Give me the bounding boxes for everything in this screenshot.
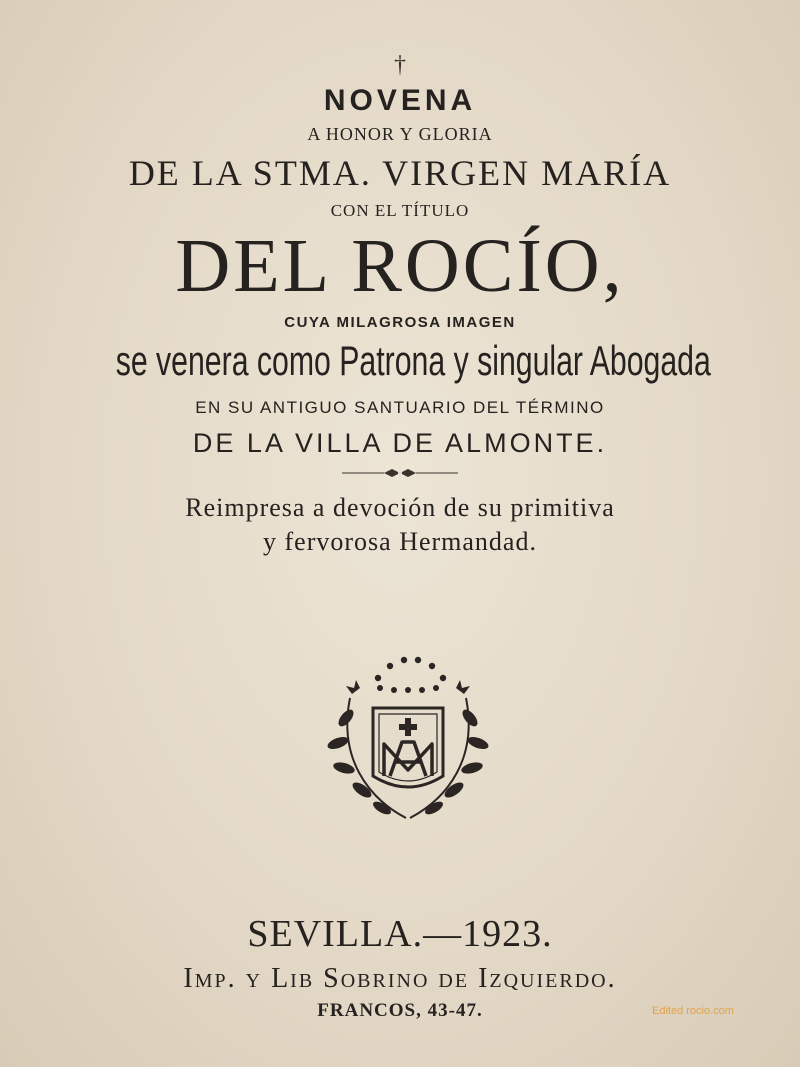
subtitle-venera-container bbox=[0, 334, 800, 389]
subtitle-venera: se venera como Patrona y singular Abogada bbox=[115, 337, 711, 384]
printer-address: FRANCOS, 43-47. bbox=[317, 1000, 483, 1021]
ornamental-divider-icon bbox=[340, 466, 460, 480]
subtitle-santuario: EN SU ANTIGUO SANTUARIO DEL TÉRMINO bbox=[195, 398, 605, 417]
place-date: SEVILLA.—1923. bbox=[247, 913, 553, 955]
text-fervorosa: y fervorosa Hermandad. bbox=[263, 527, 537, 556]
title-virgen-maria: DE LA STMA. VIRGEN MARÍA bbox=[128, 153, 672, 193]
printer-name: Imp. y Lib Sobrino de Izquierdo. bbox=[183, 963, 617, 994]
cross-icon: † bbox=[394, 52, 406, 78]
title-del-rocio: DEL ROCÍO, bbox=[175, 224, 625, 308]
subtitle-titulo: CON EL TÍTULO bbox=[330, 201, 470, 220]
title-novena: NOVENA bbox=[323, 84, 477, 117]
marian-monogram-emblem-icon bbox=[318, 648, 498, 830]
watermark: Edited rocio.com bbox=[652, 1005, 734, 1017]
text-reimpresa: Reimpresa a devoción de su primitiva bbox=[185, 493, 615, 522]
subtitle-honor: A HONOR Y GLORIA bbox=[307, 124, 493, 144]
title-villa-almonte: DE LA VILLA DE ALMONTE. bbox=[192, 428, 608, 458]
subtitle-cuya: CUYA MILAGROSA IMAGEN bbox=[284, 314, 516, 331]
